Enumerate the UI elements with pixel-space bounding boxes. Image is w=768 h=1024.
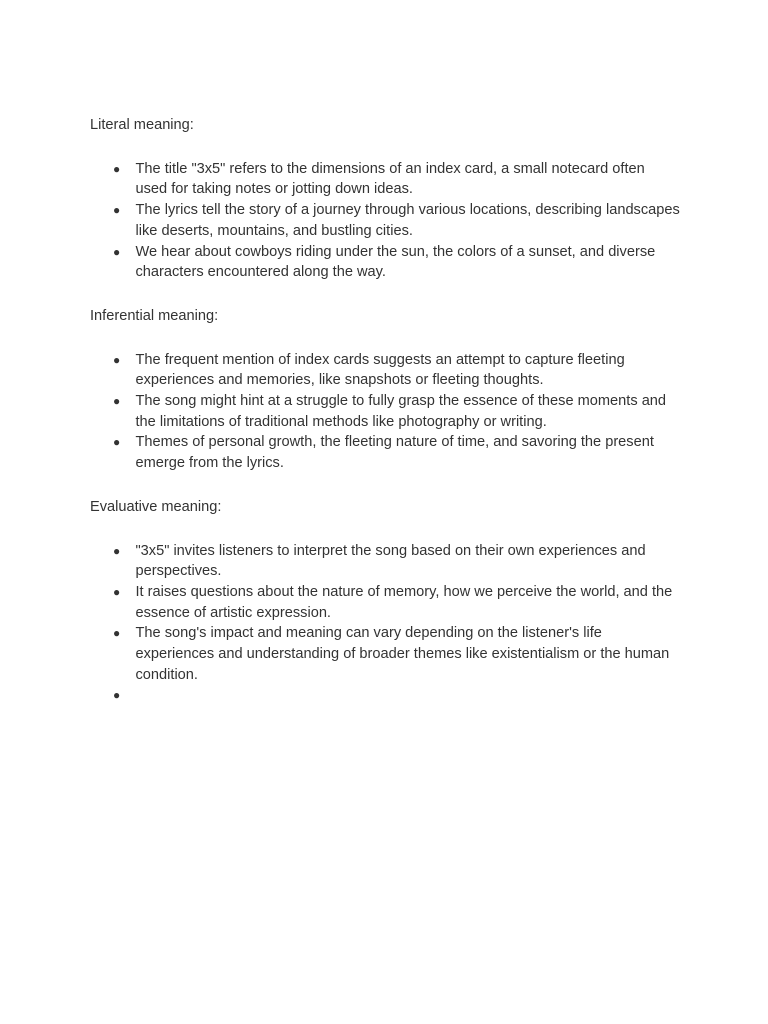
list-item-text: We hear about cowboys riding under the sun, the colors of a sunset, and diverse characters encountered along the way.	[135, 243, 656, 281]
bullet-icon: ●	[113, 688, 121, 703]
list-item	[90, 582, 680, 623]
list-item-text: The lyrics tell the story of a journey through various locations, describing landscapes like deserts, mountains, and bustling cities.	[135, 202, 680, 239]
bullet-icon: ●	[113, 394, 121, 408]
list-item-text: The title "3x5" refers to the dimensions of an index card, a small notecard often used for taking notes or jotting down ideas.	[135, 160, 645, 198]
list-item	[90, 391, 680, 432]
list-item	[90, 623, 680, 685]
bullet-icon: ●	[113, 161, 121, 176]
list-item-text: Themes of personal growth, the fleeting nature of time, and savoring the present emerge from the lyrics.	[135, 434, 654, 472]
section-heading-evaluative: Evaluative meaning:	[90, 498, 222, 515]
list-item-text[interactable]	[136, 685, 681, 706]
bullet-list-inferential	[90, 350, 680, 474]
section-heading-inferential: Inferential meaning:	[90, 307, 219, 324]
bullet-icon: ●	[113, 244, 121, 259]
list-item-text: The song might hint at a struggle to fully grasp the essence of these moments and the limitations of traditional methods like photography or writing.	[135, 393, 667, 430]
list-item	[90, 242, 680, 283]
section-heading-literal: Literal meaning:	[90, 117, 194, 133]
list-item-text: The frequent mention of index cards suggests an attempt to capture fleeting experiences and memories, like snapshots or fleeting thoughts.	[135, 351, 625, 389]
list-item	[90, 350, 680, 391]
list-item	[90, 432, 680, 473]
list-item-text: The song's impact and meaning can vary depending on the listener's life experiences and understanding of broader themes like existentialism or the human condition.	[135, 625, 670, 683]
list-item-empty[interactable]	[90, 685, 680, 706]
bullet-icon: ●	[113, 203, 121, 218]
list-item	[90, 159, 680, 200]
bullet-icon: ●	[113, 584, 121, 599]
list-item-text: It raises questions about the nature of memory, how we perceive the world, and the essence of artistic expression.	[135, 583, 673, 621]
bullet-icon: ●	[113, 435, 121, 450]
list-item	[90, 200, 680, 241]
bullet-icon: ●	[113, 352, 121, 367]
bullet-list-literal	[90, 159, 680, 283]
bullet-icon: ●	[113, 626, 121, 641]
list-item-text: "3x5" invites listeners to interpret the song based on their own experiences and perspectives.	[135, 542, 646, 580]
list-item	[90, 541, 680, 582]
bullet-list-evaluative	[90, 541, 680, 707]
bullet-icon: ●	[113, 543, 121, 558]
document-page	[90, 115, 680, 729]
